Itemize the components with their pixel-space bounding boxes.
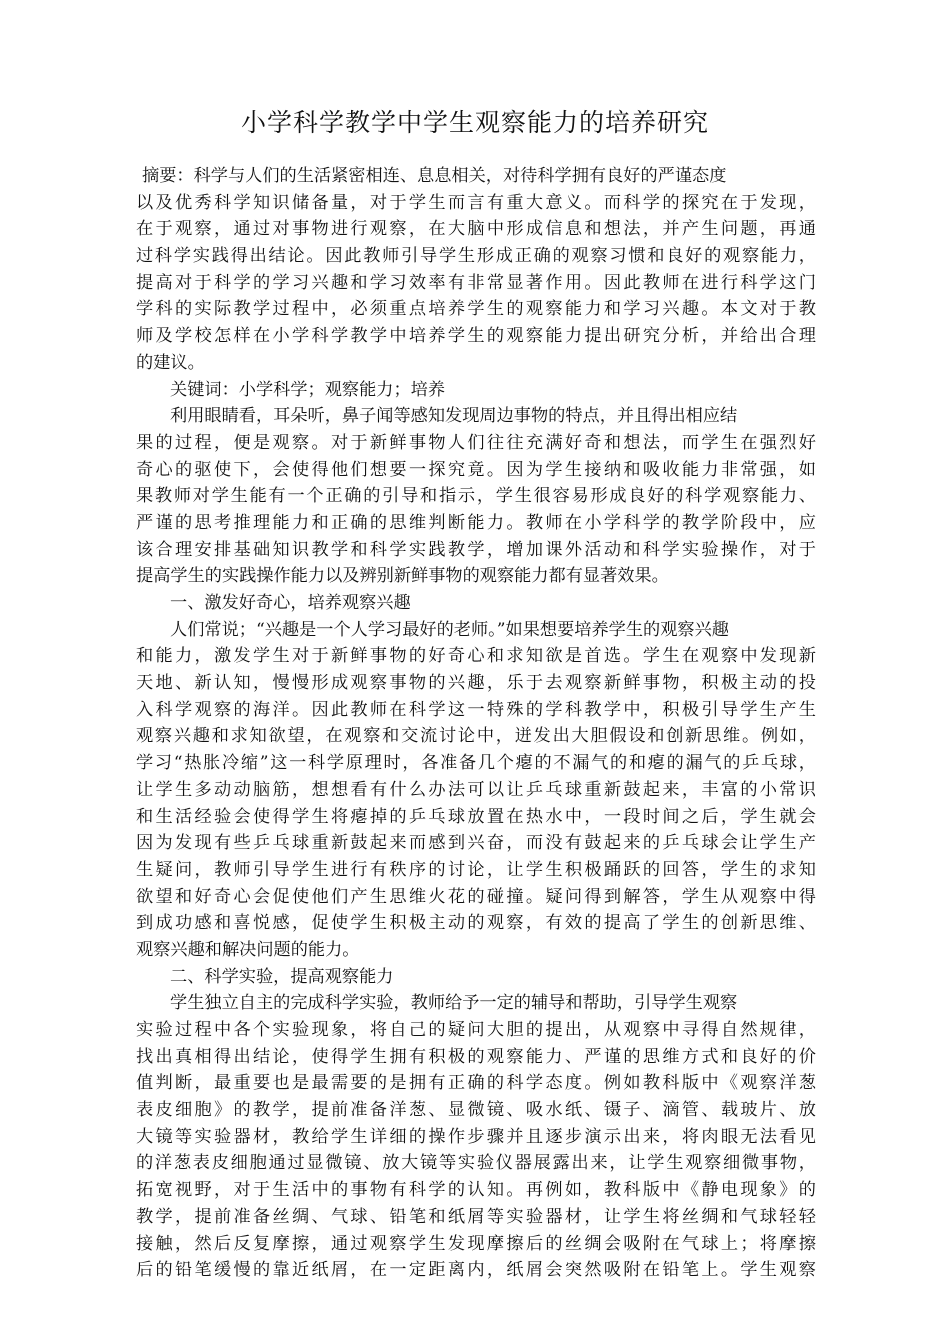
text-line: 学科的实际教学过程中，必须重点培养学生的观察能力和学习兴趣。本文对于教 [136,299,816,320]
text-line: 和生活经验会使得学生将瘪掉的乒乓球放置在热水中，一段时间之后，学生就会 [136,806,816,827]
text-line: 到成功感和喜悦感，促使学生积极主动的观察，有效的提高了学生的创新思维、 [136,913,816,934]
text-line: 大镜等实验器材，教给学生详细的操作步骤并且逐步演示出来，将肉眼无法看见 [136,1126,816,1147]
text-line: 接触，然后反复摩擦，通过观察学生发现摩擦后的丝绸会吸附在气球上；将摩擦 [136,1233,816,1254]
text-line: 该合理安排基础知识教学和科学实践教学，增加课外活动和科学实验操作，对于 [136,539,816,560]
text-line: 找出真相得出结论，使得学生拥有积极的观察能力、严谨的思维方式和良好的价 [136,1046,816,1067]
document-title: 小学科学教学中学生观察能力的培养研究 [240,108,709,137]
text-line: 二、科学实验，提高观察能力 [170,966,394,987]
text-line: 果教师对学生能有一个正确的引导和指示，学生很容易形成良好的科学观察能力、 [136,486,816,507]
text-line: 入科学观察的海洋。因此教师在科学这一特殊的学科教学中，积极引导学生产生 [136,699,816,720]
text-line: 实验过程中各个实验现象，将自己的疑问大胆的提出，从观察中寻得自然规律， [136,1020,816,1040]
text-line: 生疑问，教师引导学生进行有秩序的讨论，让学生积极踊跃的回答，学生的求知 [136,859,816,880]
text-line: 学习“热胀冷缩”这一科学原理时，各准备几个瘪的不漏气的和瘪的漏气的乒乓球， [136,753,816,774]
text-line: 和能力，激发学生对于新鲜事物的好奇心和求知欲是首选。学生在观察中发现新 [136,646,816,667]
text-line: 摘要：科学与人们的生活紧密相连、息息相关，对待科学拥有良好的严谨态度 [142,166,727,186]
text-line: 拓宽视野，对于生活中的事物有科学的认知。再例如，教科版中《静电现象》的 [136,1180,816,1201]
text-line: 关键词：小学科学；观察能力；培养 [170,379,446,400]
text-line: 的洋葱表皮细胞通过显微镜、放大镜等实验仪器展露出来，让学生观察细微事物， [136,1153,816,1174]
text-line: 以及优秀科学知识储备量，对于学生而言有重大意义。而科学的探究在于发现， [136,192,816,213]
text-line: 利用眼睛看，耳朵听，鼻子闻等感知发现周边事物的特点，并且得出相应结 [170,406,738,427]
text-line: 表皮细胞》的教学，提前准备洋葱、显微镜、吸水纸、镊子、滴管、载玻片、放 [136,1100,816,1121]
text-line: 观察兴趣和求知欲望，在观察和交流讨论中，迸发出大胆假设和创新思维。例如， [136,726,816,747]
text-line: 提高学生的实践操作能力以及辨别新鲜事物的观察能力都有显著效果。 [136,566,669,587]
text-line: 后的铅笔缓慢的靠近纸屑，在一定距离内，纸屑会突然吸附在铅笔上。学生观察 [136,1260,816,1281]
text-line: 严谨的思考推理能力和正确的思维判断能力。教师在小学科学的教学阶段中，应 [136,512,816,533]
text-line: 教学，提前准备丝绸、气球、铅笔和纸屑等实验器材，让学生将丝绸和气球轻轻 [136,1206,816,1227]
text-line: 学生独立自主的完成科学实验，教师给予一定的辅导和帮助，引导学生观察 [170,993,738,1014]
text-line: 天地、新认知，慢慢形成观察事物的兴趣，乐于去观察新鲜事物，积极主动的投 [136,673,816,694]
text-line: 师及学校怎样在小学科学教学中培养学生的观察能力提出研究分析，并给出合理 [136,326,816,347]
text-line: 让学生多动动脑筋，想想看有什么办法可以让乒乓球重新鼓起来，丰富的小常识 [136,779,816,800]
text-line: 在于观察，通过对事物进行观察，在大脑中形成信息和想法，并产生问题，再通 [136,219,816,240]
text-line: 值判断，最重要也是最需要的是拥有正确的科学态度。例如教科版中《观察洋葱 [136,1073,816,1094]
document-body [136,163,816,1284]
text-line: 人们常说；“兴趣是一个人学习最好的老师。”如果想要培养学生的观察兴趣 [170,619,729,640]
text-line: 因为发现有些乒乓球重新鼓起来而感到兴奋，而没有鼓起来的乒乓球会让学生产 [136,833,816,854]
text-line: 奇心的驱使下，会使得他们想要一探究竟。因为学生接纳和吸收能力非常强，如 [136,459,816,480]
text-line: 提高对于科学的学习兴趣和学习效率有非常显著作用。因此教师在进行科学这门 [136,272,816,293]
text-line: 一、激发好奇心，培养观察兴趣 [170,593,411,613]
text-line: 果的过程，便是观察。对于新鲜事物人们往往充满好奇和想法，而学生在强烈好 [136,432,816,453]
text-line: 的建议。 [136,352,205,373]
text-line: 欲望和好奇心会促使他们产生思维火花的碰撞。疑问得到解答，学生从观察中得 [136,886,816,907]
text-line: 过科学实践得出结论。因此教师引导学生形成正确的观察习惯和良好的观察能力， [136,246,816,267]
text-line: 观察兴趣和解决问题的能力。 [136,939,360,960]
